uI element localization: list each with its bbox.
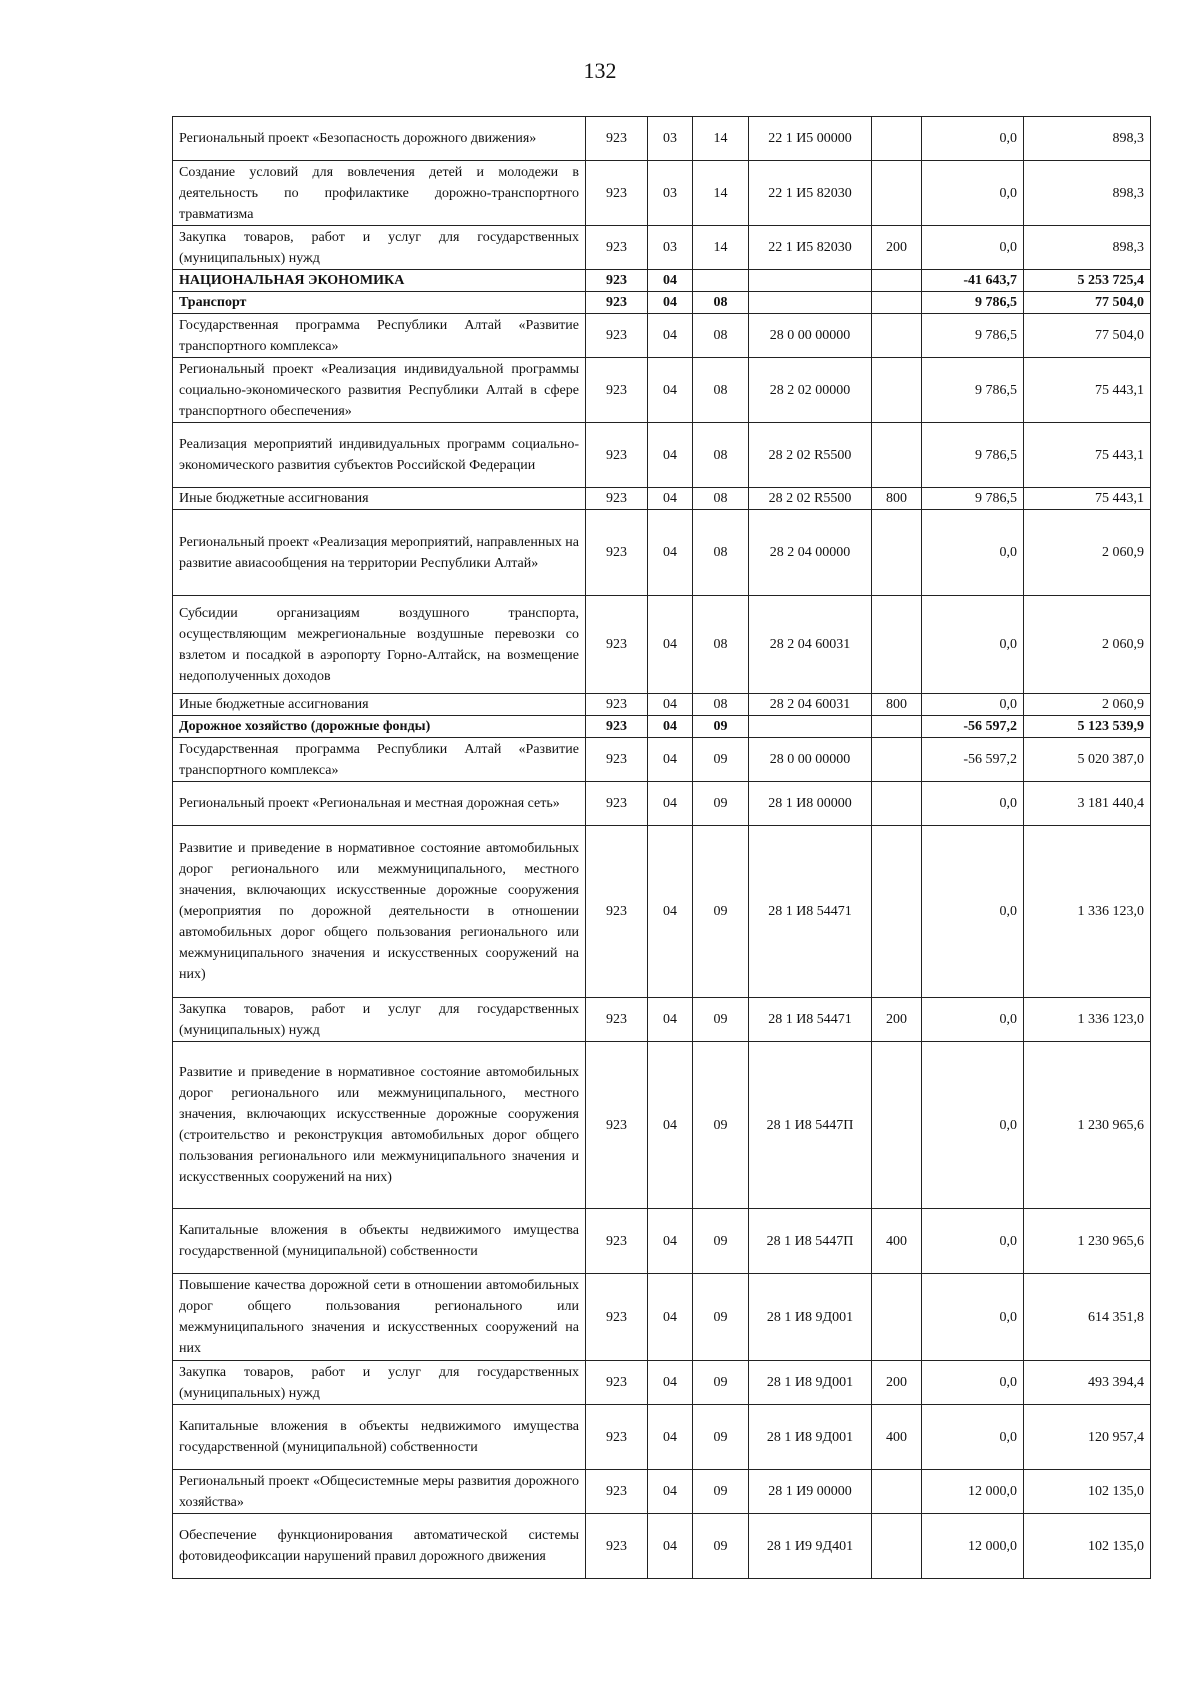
target-article-cell: 28 1 И8 9Д001 — [749, 1274, 872, 1361]
expense-type-cell — [872, 1042, 922, 1209]
table-row — [173, 716, 1151, 738]
expense-type-cell: 800 — [872, 488, 922, 510]
target-article-cell: 28 1 И8 00000 — [749, 782, 872, 826]
total-amount-cell: 77 504,0 — [1024, 292, 1151, 314]
target-article-cell: 28 1 И8 5447П — [749, 1042, 872, 1209]
row-name-cell: Закупка товаров, работ и услуг для государственных (муниципальных) нужд — [173, 226, 586, 270]
ministry-code-cell: 923 — [586, 738, 648, 782]
ministry-code-cell: 923 — [586, 1470, 648, 1514]
row-name-cell: Государственная программа Республики Алтай «Развитие транспортного комплекса» — [173, 314, 586, 358]
change-amount-cell: 0,0 — [922, 161, 1024, 226]
total-amount-cell: 3 181 440,4 — [1024, 782, 1151, 826]
subsection-code-cell: 14 — [693, 117, 749, 161]
subsection-code-cell: 08 — [693, 358, 749, 423]
change-amount-cell: 9 786,5 — [922, 488, 1024, 510]
change-amount-cell: 0,0 — [922, 596, 1024, 694]
table-row — [173, 358, 1151, 423]
target-article-cell — [749, 270, 872, 292]
row-name-cell: Иные бюджетные ассигнования — [173, 694, 586, 716]
total-amount-cell: 1 230 965,6 — [1024, 1209, 1151, 1274]
row-name-cell: Дорожное хозяйство (дорожные фонды) — [173, 716, 586, 738]
change-amount-cell: 0,0 — [922, 998, 1024, 1042]
subsection-code-cell: 09 — [693, 1209, 749, 1274]
target-article-cell: 28 1 И8 54471 — [749, 998, 872, 1042]
table-row — [173, 998, 1151, 1042]
total-amount-cell: 75 443,1 — [1024, 488, 1151, 510]
expense-type-cell: 400 — [872, 1209, 922, 1274]
total-amount-cell: 75 443,1 — [1024, 358, 1151, 423]
ministry-code-cell: 923 — [586, 782, 648, 826]
subsection-code-cell: 08 — [693, 314, 749, 358]
target-article-cell: 22 1 И5 00000 — [749, 117, 872, 161]
subsection-code-cell: 09 — [693, 1274, 749, 1361]
target-article-cell: 22 1 И5 82030 — [749, 161, 872, 226]
table-row — [173, 1042, 1151, 1209]
section-code-cell: 04 — [648, 314, 693, 358]
section-code-cell: 04 — [648, 292, 693, 314]
table-row — [173, 117, 1151, 161]
total-amount-cell: 102 135,0 — [1024, 1514, 1151, 1579]
row-name-cell: Иные бюджетные ассигнования — [173, 488, 586, 510]
change-amount-cell: 0,0 — [922, 1405, 1024, 1470]
subsection-code-cell: 08 — [693, 694, 749, 716]
row-name-cell: Закупка товаров, работ и услуг для государственных (муниципальных) нужд — [173, 1361, 586, 1405]
target-article-cell: 28 1 И9 00000 — [749, 1470, 872, 1514]
target-article-cell: 28 1 И8 9Д001 — [749, 1405, 872, 1470]
row-name-cell: Обеспечение функционирования автоматической системы фотовидеофиксации нарушений правил дорожного движения — [173, 1514, 586, 1579]
change-amount-cell: 0,0 — [922, 117, 1024, 161]
table-row — [173, 1514, 1151, 1579]
section-code-cell: 04 — [648, 1361, 693, 1405]
target-article-cell: 28 1 И8 9Д001 — [749, 1361, 872, 1405]
total-amount-cell: 5 123 539,9 — [1024, 716, 1151, 738]
row-name-cell: Реализация мероприятий индивидуальных программ социально-экономического развития субъектов Российской Федерации — [173, 423, 586, 488]
expense-type-cell — [872, 510, 922, 596]
ministry-code-cell: 923 — [586, 510, 648, 596]
section-code-cell: 04 — [648, 1470, 693, 1514]
table-row — [173, 1209, 1151, 1274]
total-amount-cell: 120 957,4 — [1024, 1405, 1151, 1470]
expense-type-cell — [872, 738, 922, 782]
target-article-cell: 28 1 И8 5447П — [749, 1209, 872, 1274]
ministry-code-cell: 923 — [586, 1514, 648, 1579]
row-name-cell: Региональный проект «Общесистемные меры развития дорожного хозяйства» — [173, 1470, 586, 1514]
table-row — [173, 226, 1151, 270]
subsection-code-cell: 08 — [693, 596, 749, 694]
change-amount-cell: -56 597,2 — [922, 738, 1024, 782]
target-article-cell — [749, 292, 872, 314]
row-name-cell: Создание условий для вовлечения детей и молодежи в деятельность по профилактике дорожно-транспортного травматизма — [173, 161, 586, 226]
row-name-cell: Региональный проект «Реализация индивидуальной программы социально-экономического развития Республики Алтай в сфере транспортного обеспечения» — [173, 358, 586, 423]
section-code-cell: 03 — [648, 161, 693, 226]
change-amount-cell: 0,0 — [922, 1042, 1024, 1209]
subsection-code-cell: 08 — [693, 292, 749, 314]
change-amount-cell: 0,0 — [922, 782, 1024, 826]
subsection-code-cell: 08 — [693, 488, 749, 510]
ministry-code-cell: 923 — [586, 1209, 648, 1274]
total-amount-cell: 614 351,8 — [1024, 1274, 1151, 1361]
table-row — [173, 314, 1151, 358]
ministry-code-cell: 923 — [586, 694, 648, 716]
target-article-cell: 22 1 И5 82030 — [749, 226, 872, 270]
target-article-cell: 28 1 И9 9Д401 — [749, 1514, 872, 1579]
subsection-code-cell — [693, 270, 749, 292]
expense-type-cell — [872, 1470, 922, 1514]
target-article-cell: 28 2 04 00000 — [749, 510, 872, 596]
section-code-cell: 04 — [648, 1514, 693, 1579]
ministry-code-cell: 923 — [586, 1274, 648, 1361]
section-code-cell: 04 — [648, 510, 693, 596]
expense-type-cell — [872, 716, 922, 738]
row-name-cell: Региональный проект «Реализация мероприятий, направленных на развитие авиасообщения на территории Республики Алтай» — [173, 510, 586, 596]
expense-type-cell — [872, 826, 922, 998]
section-code-cell: 04 — [648, 596, 693, 694]
section-code-cell: 04 — [648, 1405, 693, 1470]
expense-type-cell: 200 — [872, 1361, 922, 1405]
table-row — [173, 826, 1151, 998]
expense-type-cell — [872, 270, 922, 292]
subsection-code-cell: 08 — [693, 510, 749, 596]
total-amount-cell: 493 394,4 — [1024, 1361, 1151, 1405]
section-code-cell: 04 — [648, 716, 693, 738]
table-row — [173, 1274, 1151, 1361]
row-name-cell: Капитальные вложения в объекты недвижимого имущества государственной (муниципальной) собственности — [173, 1209, 586, 1274]
subsection-code-cell: 09 — [693, 716, 749, 738]
ministry-code-cell: 923 — [586, 716, 648, 738]
target-article-cell — [749, 716, 872, 738]
expense-type-cell — [872, 358, 922, 423]
total-amount-cell: 2 060,9 — [1024, 510, 1151, 596]
ministry-code-cell: 923 — [586, 1405, 648, 1470]
change-amount-cell: 0,0 — [922, 1209, 1024, 1274]
table-row — [173, 782, 1151, 826]
table-row — [173, 510, 1151, 596]
section-code-cell: 04 — [648, 423, 693, 488]
section-code-cell: 03 — [648, 226, 693, 270]
total-amount-cell: 1 336 123,0 — [1024, 998, 1151, 1042]
table-row — [173, 1405, 1151, 1470]
ministry-code-cell: 923 — [586, 1361, 648, 1405]
section-code-cell: 04 — [648, 1042, 693, 1209]
expense-type-cell: 200 — [872, 226, 922, 270]
expense-type-cell — [872, 423, 922, 488]
change-amount-cell: 0,0 — [922, 1361, 1024, 1405]
ministry-code-cell: 923 — [586, 998, 648, 1042]
row-name-cell: Государственная программа Республики Алтай «Развитие транспортного комплекса» — [173, 738, 586, 782]
subsection-code-cell: 09 — [693, 1514, 749, 1579]
total-amount-cell: 898,3 — [1024, 117, 1151, 161]
section-code-cell: 04 — [648, 270, 693, 292]
ministry-code-cell: 923 — [586, 826, 648, 998]
row-name-cell: НАЦИОНАЛЬНАЯ ЭКОНОМИКА — [173, 270, 586, 292]
table-row — [173, 694, 1151, 716]
total-amount-cell: 75 443,1 — [1024, 423, 1151, 488]
section-code-cell: 04 — [648, 782, 693, 826]
row-name-cell: Субсидии организациям воздушного транспорта, осуществляющим межрегиональные воздушные перевозки со взлетом и посадкой в аэропорту Горно-Алтайск, на возмещение недополученных доходов — [173, 596, 586, 694]
subsection-code-cell: 09 — [693, 1042, 749, 1209]
change-amount-cell: -56 597,2 — [922, 716, 1024, 738]
change-amount-cell: 0,0 — [922, 826, 1024, 998]
ministry-code-cell: 923 — [586, 117, 648, 161]
ministry-code-cell: 923 — [586, 292, 648, 314]
subsection-code-cell: 08 — [693, 423, 749, 488]
subsection-code-cell: 14 — [693, 226, 749, 270]
table-row — [173, 1470, 1151, 1514]
expense-type-cell — [872, 782, 922, 826]
ministry-code-cell: 923 — [586, 358, 648, 423]
subsection-code-cell: 09 — [693, 738, 749, 782]
table-row — [173, 270, 1151, 292]
subsection-code-cell: 09 — [693, 1405, 749, 1470]
row-name-cell: Транспорт — [173, 292, 586, 314]
target-article-cell: 28 2 02 R5500 — [749, 488, 872, 510]
target-article-cell: 28 0 00 00000 — [749, 738, 872, 782]
expense-type-cell — [872, 1274, 922, 1361]
total-amount-cell: 2 060,9 — [1024, 596, 1151, 694]
row-name-cell: Повышение качества дорожной сети в отношении автомобильных дорог общего пользования регионального или межмуниципального значения и искусственных сооружений на них — [173, 1274, 586, 1361]
section-code-cell: 03 — [648, 117, 693, 161]
total-amount-cell: 77 504,0 — [1024, 314, 1151, 358]
change-amount-cell: 0,0 — [922, 226, 1024, 270]
target-article-cell: 28 0 00 00000 — [749, 314, 872, 358]
total-amount-cell: 898,3 — [1024, 161, 1151, 226]
change-amount-cell: 12 000,0 — [922, 1514, 1024, 1579]
expense-type-cell — [872, 292, 922, 314]
target-article-cell: 28 2 04 60031 — [749, 694, 872, 716]
subsection-code-cell: 09 — [693, 782, 749, 826]
total-amount-cell: 5 253 725,4 — [1024, 270, 1151, 292]
change-amount-cell: 9 786,5 — [922, 292, 1024, 314]
change-amount-cell: 12 000,0 — [922, 1470, 1024, 1514]
page-number: 132 — [583, 58, 617, 83]
expense-type-cell — [872, 1514, 922, 1579]
subsection-code-cell: 14 — [693, 161, 749, 226]
change-amount-cell: 9 786,5 — [922, 314, 1024, 358]
row-name-cell: Капитальные вложения в объекты недвижимого имущества государственной (муниципальной) собственности — [173, 1405, 586, 1470]
table-row — [173, 292, 1151, 314]
change-amount-cell: 9 786,5 — [922, 358, 1024, 423]
ministry-code-cell: 923 — [586, 423, 648, 488]
expense-type-cell: 200 — [872, 998, 922, 1042]
expense-type-cell — [872, 596, 922, 694]
total-amount-cell: 102 135,0 — [1024, 1470, 1151, 1514]
row-name-cell: Развитие и приведение в нормативное состояние автомобильных дорог регионального или межмуниципального, местного значения, включающих искусственные дорожные сооружения (мероприятия по дорожной деятельности в отношении автомобильных дорог общего пользования регионального или межмуниципального значения и искусственных сооружений на них) — [173, 826, 586, 998]
ministry-code-cell: 923 — [586, 226, 648, 270]
target-article-cell: 28 1 И8 54471 — [749, 826, 872, 998]
target-article-cell: 28 2 02 R5500 — [749, 423, 872, 488]
budget-table-body — [173, 117, 1151, 1579]
section-code-cell: 04 — [648, 358, 693, 423]
expense-type-cell — [872, 161, 922, 226]
total-amount-cell: 1 230 965,6 — [1024, 1042, 1151, 1209]
ministry-code-cell: 923 — [586, 596, 648, 694]
ministry-code-cell: 923 — [586, 270, 648, 292]
budget-table — [172, 116, 1151, 1579]
change-amount-cell: 9 786,5 — [922, 423, 1024, 488]
ministry-code-cell: 923 — [586, 1042, 648, 1209]
ministry-code-cell: 923 — [586, 314, 648, 358]
change-amount-cell: 0,0 — [922, 1274, 1024, 1361]
change-amount-cell: 0,0 — [922, 694, 1024, 716]
expense-type-cell — [872, 314, 922, 358]
section-code-cell: 04 — [648, 738, 693, 782]
subsection-code-cell: 09 — [693, 1470, 749, 1514]
ministry-code-cell: 923 — [586, 161, 648, 226]
subsection-code-cell: 09 — [693, 998, 749, 1042]
section-code-cell: 04 — [648, 694, 693, 716]
change-amount-cell: -41 643,7 — [922, 270, 1024, 292]
table-row — [173, 488, 1151, 510]
row-name-cell: Закупка товаров, работ и услуг для государственных (муниципальных) нужд — [173, 998, 586, 1042]
row-name-cell: Региональный проект «Безопасность дорожного движения» — [173, 117, 586, 161]
total-amount-cell: 1 336 123,0 — [1024, 826, 1151, 998]
section-code-cell: 04 — [648, 1209, 693, 1274]
total-amount-cell: 2 060,9 — [1024, 694, 1151, 716]
expense-type-cell — [872, 117, 922, 161]
subsection-code-cell: 09 — [693, 1361, 749, 1405]
expense-type-cell: 400 — [872, 1405, 922, 1470]
table-row — [173, 1361, 1151, 1405]
total-amount-cell: 5 020 387,0 — [1024, 738, 1151, 782]
section-code-cell: 04 — [648, 998, 693, 1042]
expense-type-cell: 800 — [872, 694, 922, 716]
target-article-cell: 28 2 02 00000 — [749, 358, 872, 423]
change-amount-cell: 0,0 — [922, 510, 1024, 596]
section-code-cell: 04 — [648, 826, 693, 998]
row-name-cell: Развитие и приведение в нормативное состояние автомобильных дорог регионального или межмуниципального, местного значения, включающих искусственные дорожные сооружения (строительство и реконструкция автомобильных дорог общего пользования регионального или межмуниципального значения и искусственных сооружений на них) — [173, 1042, 586, 1209]
section-code-cell: 04 — [648, 488, 693, 510]
section-code-cell: 04 — [648, 1274, 693, 1361]
table-row — [173, 161, 1151, 226]
row-name-cell: Региональный проект «Региональная и местная дорожная сеть» — [173, 782, 586, 826]
subsection-code-cell: 09 — [693, 826, 749, 998]
total-amount-cell: 898,3 — [1024, 226, 1151, 270]
table-row — [173, 423, 1151, 488]
target-article-cell: 28 2 04 60031 — [749, 596, 872, 694]
table-row — [173, 596, 1151, 694]
ministry-code-cell: 923 — [586, 488, 648, 510]
table-row — [173, 738, 1151, 782]
